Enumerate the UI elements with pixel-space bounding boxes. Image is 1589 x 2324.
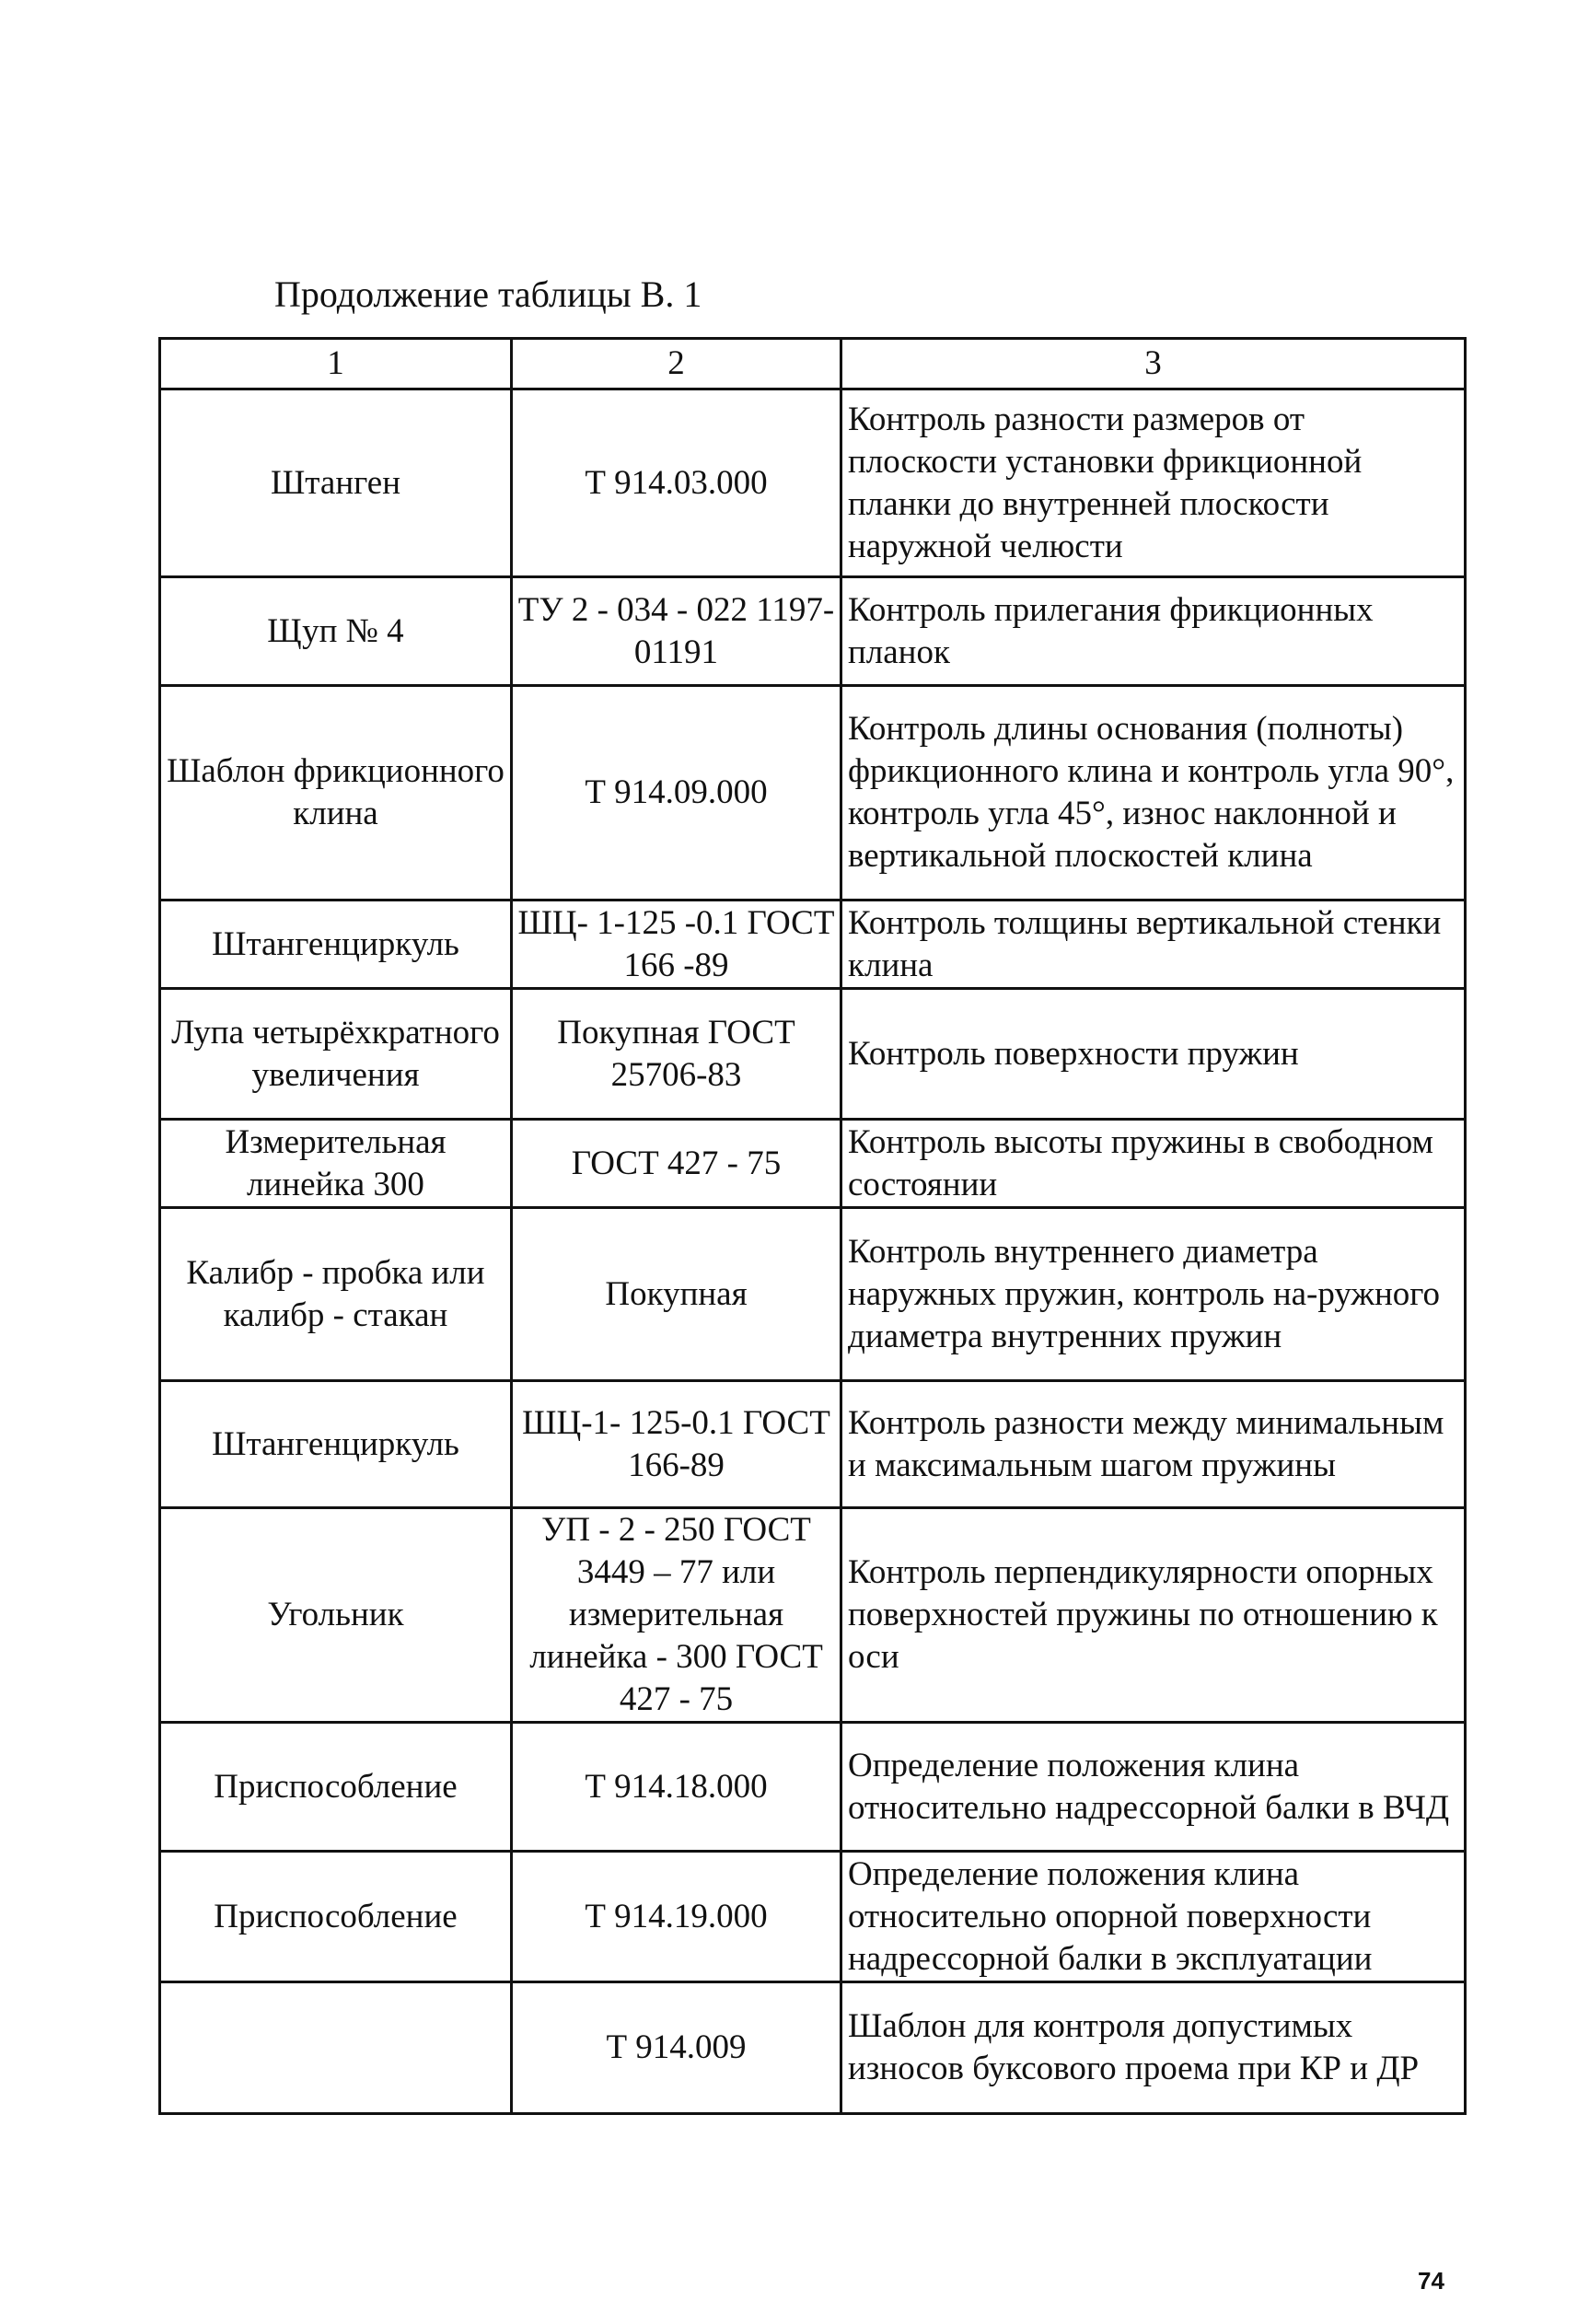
table-row [160, 577, 1466, 686]
purpose-cell: Определение положения клина относительно опорной поверхности надрессорной балки в эксплуатации [841, 1852, 1466, 1982]
page-number: 74 [1418, 2267, 1444, 2295]
instrument-name-cell: Приспособление [160, 1852, 512, 1982]
designation-cell: ШЦ- 1-125 -0.1 ГОСТ 166 -89 [512, 901, 841, 989]
table-row [160, 1723, 1466, 1852]
purpose-cell: Контроль внутреннего диаметра наружных пружин, контроль на-ружного диаметра внутренних пружин [841, 1208, 1466, 1381]
instrument-name-cell [160, 1982, 512, 2114]
table-row [160, 901, 1466, 989]
instruments-table [158, 337, 1467, 2115]
purpose-cell: Шаблон для контроля допустимых износов буксового проема при КР и ДР [841, 1982, 1466, 2114]
table-row [160, 1208, 1466, 1381]
table-row [160, 1120, 1466, 1208]
instrument-name-cell: Штангенциркуль [160, 901, 512, 989]
designation-cell: Т 914.19.000 [512, 1852, 841, 1982]
table-row [160, 1508, 1466, 1723]
designation-cell: ТУ 2 - 034 - 022 1197-01191 [512, 577, 841, 686]
designation-cell: Покупная ГОСТ 25706-83 [512, 989, 841, 1120]
table-row [160, 686, 1466, 901]
table-row [160, 1852, 1466, 1982]
instrument-name-cell: Штангенциркуль [160, 1381, 512, 1508]
purpose-cell: Контроль длины основания (полноты) фрикционного клина и контроль угла 90°, контроль угла 45°, износ наклонной и вертикальной плоскостей клина [841, 686, 1466, 901]
purpose-cell: Контроль прилегания фрикционных планок [841, 577, 1466, 686]
designation-cell: Т 914.18.000 [512, 1723, 841, 1852]
purpose-cell: Контроль разности между минимальным и максимальным шагом пружины [841, 1381, 1466, 1508]
column-header-1: 1 [160, 339, 512, 389]
instrument-name-cell: Шаблон фрикционного клина [160, 686, 512, 901]
purpose-cell: Контроль толщины вертикальной стенки клина [841, 901, 1466, 989]
table-caption: Продолжение таблицы В. 1 [274, 273, 702, 315]
header-row [160, 339, 1466, 389]
instrument-name-cell: Щуп № 4 [160, 577, 512, 686]
designation-cell: ГОСТ 427 - 75 [512, 1120, 841, 1208]
purpose-cell: Определение положения клина относительно надрессорной балки в ВЧД [841, 1723, 1466, 1852]
designation-cell: Т 914.009 [512, 1982, 841, 2114]
table-row [160, 989, 1466, 1120]
instrument-name-cell: Калибр - пробка или калибр - стакан [160, 1208, 512, 1381]
purpose-cell: Контроль разности размеров от плоскости установки фрикционной планки до внутренней плоскости наружной челюсти [841, 389, 1466, 577]
designation-cell: УП - 2 - 250 ГОСТ 3449 – 77 или измерительная линейка - 300 ГОСТ 427 - 75 [512, 1508, 841, 1723]
designation-cell: Т 914.09.000 [512, 686, 841, 901]
purpose-cell: Контроль поверхности пружин [841, 989, 1466, 1120]
instrument-name-cell: Штанген [160, 389, 512, 577]
instrument-name-cell: Измерительная линейка 300 [160, 1120, 512, 1208]
column-header-3: 3 [841, 339, 1466, 389]
table-row [160, 1982, 1466, 2114]
column-header-2: 2 [512, 339, 841, 389]
instrument-name-cell: Лупа четырёхкратного увеличения [160, 989, 512, 1120]
designation-cell: ШЦ-1- 125-0.1 ГОСТ 166-89 [512, 1381, 841, 1508]
table-row [160, 389, 1466, 577]
designation-cell: Покупная [512, 1208, 841, 1381]
purpose-cell: Контроль перпендикулярности опорных поверхностей пружины по отношению к оси [841, 1508, 1466, 1723]
table-row [160, 1381, 1466, 1508]
designation-cell: Т 914.03.000 [512, 389, 841, 577]
instrument-name-cell: Угольник [160, 1508, 512, 1723]
purpose-cell: Контроль высоты пружины в свободном состоянии [841, 1120, 1466, 1208]
instrument-name-cell: Приспособление [160, 1723, 512, 1852]
